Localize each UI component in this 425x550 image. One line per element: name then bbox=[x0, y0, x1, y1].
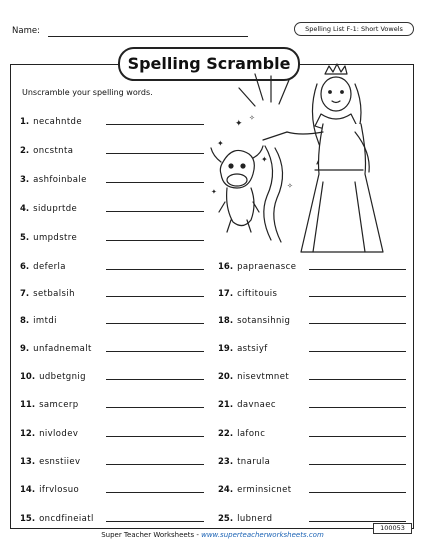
item-number: 6. bbox=[20, 262, 30, 272]
scrambled-word: lafonc bbox=[237, 429, 266, 439]
scrambled-word: umpdstre bbox=[33, 233, 78, 243]
item-number: 20. bbox=[218, 372, 234, 382]
scrambled-word: davnaec bbox=[237, 400, 276, 410]
spelling-item-7 bbox=[20, 285, 204, 299]
answer-line[interactable] bbox=[106, 436, 204, 437]
spelling-item-25 bbox=[218, 510, 406, 524]
spelling-item-3 bbox=[20, 171, 204, 185]
scrambled-word: ciftitouis bbox=[237, 289, 278, 299]
scrambled-word: deferla bbox=[33, 262, 66, 272]
svg-text:✦: ✦ bbox=[235, 119, 243, 129]
spelling-item-19 bbox=[218, 340, 406, 354]
answer-line[interactable] bbox=[309, 296, 406, 297]
item-number: 2. bbox=[20, 146, 30, 156]
name-label: Name: bbox=[12, 26, 40, 36]
item-number: 15. bbox=[20, 514, 36, 524]
answer-line[interactable] bbox=[309, 379, 406, 380]
item-number: 12. bbox=[20, 429, 36, 439]
scrambled-word: ifrvlosuo bbox=[39, 485, 80, 495]
answer-line[interactable] bbox=[106, 492, 204, 493]
svg-text:✦: ✦ bbox=[217, 139, 224, 148]
scrambled-word: oncdfineiatl bbox=[39, 514, 94, 524]
svg-text:✦: ✦ bbox=[211, 188, 217, 196]
item-number: 22. bbox=[218, 429, 234, 439]
spelling-item-9 bbox=[20, 340, 204, 354]
item-number: 5. bbox=[20, 233, 30, 243]
answer-line[interactable] bbox=[309, 269, 406, 270]
scrambled-word: udbetgnig bbox=[39, 372, 86, 382]
spelling-item-18 bbox=[218, 312, 406, 326]
answer-line[interactable] bbox=[106, 323, 204, 324]
scrambled-word: esnstiiev bbox=[39, 457, 81, 467]
spelling-item-24 bbox=[218, 481, 406, 495]
answer-line[interactable] bbox=[309, 492, 406, 493]
answer-line[interactable] bbox=[106, 124, 204, 125]
item-number: 19. bbox=[218, 344, 234, 354]
footer-link[interactable]: www.superteacherworksheets.com bbox=[201, 531, 324, 539]
item-number: 18. bbox=[218, 316, 234, 326]
spelling-item-15 bbox=[20, 510, 204, 524]
answer-line[interactable] bbox=[309, 436, 406, 437]
spelling-item-8 bbox=[20, 312, 204, 326]
spelling-item-12 bbox=[20, 425, 204, 439]
spelling-item-10 bbox=[20, 368, 204, 382]
scrambled-word: siduprtde bbox=[33, 204, 78, 214]
instructions: Unscramble your spelling words. bbox=[22, 88, 153, 97]
answer-line[interactable] bbox=[106, 182, 204, 183]
spelling-item-4 bbox=[20, 200, 204, 214]
answer-line[interactable] bbox=[309, 351, 406, 352]
page-title: Spelling Scramble bbox=[118, 47, 300, 81]
answer-line[interactable] bbox=[106, 521, 204, 522]
name-line[interactable] bbox=[48, 36, 248, 37]
scrambled-word: astsiyf bbox=[237, 344, 268, 354]
answer-line[interactable] bbox=[309, 407, 406, 408]
scrambled-word: lubnerd bbox=[237, 514, 273, 524]
item-number: 1. bbox=[20, 117, 30, 127]
item-number: 24. bbox=[218, 485, 234, 495]
spelling-item-5 bbox=[20, 229, 204, 243]
spelling-item-1 bbox=[20, 113, 204, 127]
princess-cow-illustration bbox=[205, 62, 410, 262]
item-number: 11. bbox=[20, 400, 36, 410]
answer-line[interactable] bbox=[309, 323, 406, 324]
scrambled-word: oncstnta bbox=[33, 146, 74, 156]
item-number: 8. bbox=[20, 316, 30, 326]
item-number: 25. bbox=[218, 514, 234, 524]
answer-line[interactable] bbox=[106, 351, 204, 352]
item-number: 23. bbox=[218, 457, 234, 467]
spelling-item-6 bbox=[20, 258, 204, 272]
item-number: 9. bbox=[20, 344, 30, 354]
spelling-item-17 bbox=[218, 285, 406, 299]
item-number: 21. bbox=[218, 400, 234, 410]
scrambled-word: setbalsih bbox=[33, 289, 75, 299]
answer-line[interactable] bbox=[106, 240, 204, 241]
answer-line[interactable] bbox=[106, 296, 204, 297]
item-number: 4. bbox=[20, 204, 30, 214]
spelling-item-21 bbox=[218, 396, 406, 410]
item-number: 16. bbox=[218, 262, 234, 272]
answer-line[interactable] bbox=[106, 464, 204, 465]
spelling-item-2 bbox=[20, 142, 204, 156]
scrambled-word: unfadnemalt bbox=[33, 344, 92, 354]
scrambled-word: ashfoinbale bbox=[33, 175, 87, 185]
scrambled-word: necahntde bbox=[33, 117, 82, 127]
spelling-item-16 bbox=[218, 258, 406, 272]
answer-line[interactable] bbox=[106, 379, 204, 380]
worksheet-code: 100053 bbox=[373, 523, 412, 534]
footer-brand: Super Teacher Worksheets - bbox=[101, 531, 202, 539]
footer bbox=[0, 531, 425, 539]
spelling-item-20 bbox=[218, 368, 406, 382]
item-number: 13. bbox=[20, 457, 36, 467]
answer-line[interactable] bbox=[106, 407, 204, 408]
svg-text:✧: ✧ bbox=[249, 114, 255, 122]
spelling-item-11 bbox=[20, 396, 204, 410]
item-number: 14. bbox=[20, 485, 36, 495]
scrambled-word: tnarula bbox=[237, 457, 271, 467]
spelling-item-13 bbox=[20, 453, 204, 467]
spelling-item-14 bbox=[20, 481, 204, 495]
item-number: 10. bbox=[20, 372, 36, 382]
answer-line[interactable] bbox=[106, 153, 204, 154]
answer-line[interactable] bbox=[106, 269, 204, 270]
scrambled-word: nisevtmnet bbox=[237, 372, 290, 382]
svg-text:✦: ✦ bbox=[261, 155, 268, 164]
scrambled-word: nivlodev bbox=[39, 429, 79, 439]
answer-line[interactable] bbox=[106, 211, 204, 212]
spelling-item-23 bbox=[218, 453, 406, 467]
answer-line[interactable] bbox=[309, 464, 406, 465]
scrambled-word: sotansihnig bbox=[237, 316, 291, 326]
scrambled-word: papraenasce bbox=[237, 262, 297, 272]
scrambled-word: erminsicnet bbox=[237, 485, 292, 495]
scrambled-word: samcerp bbox=[39, 400, 79, 410]
svg-text:✧: ✧ bbox=[287, 182, 293, 190]
item-number: 7. bbox=[20, 289, 30, 299]
spelling-item-22 bbox=[218, 425, 406, 439]
item-number: 3. bbox=[20, 175, 30, 185]
answer-line[interactable] bbox=[309, 521, 406, 522]
spelling-list-tag: Spelling List F-1: Short Vowels bbox=[294, 22, 414, 36]
item-number: 17. bbox=[218, 289, 234, 299]
scrambled-word: imtdi bbox=[33, 316, 57, 326]
